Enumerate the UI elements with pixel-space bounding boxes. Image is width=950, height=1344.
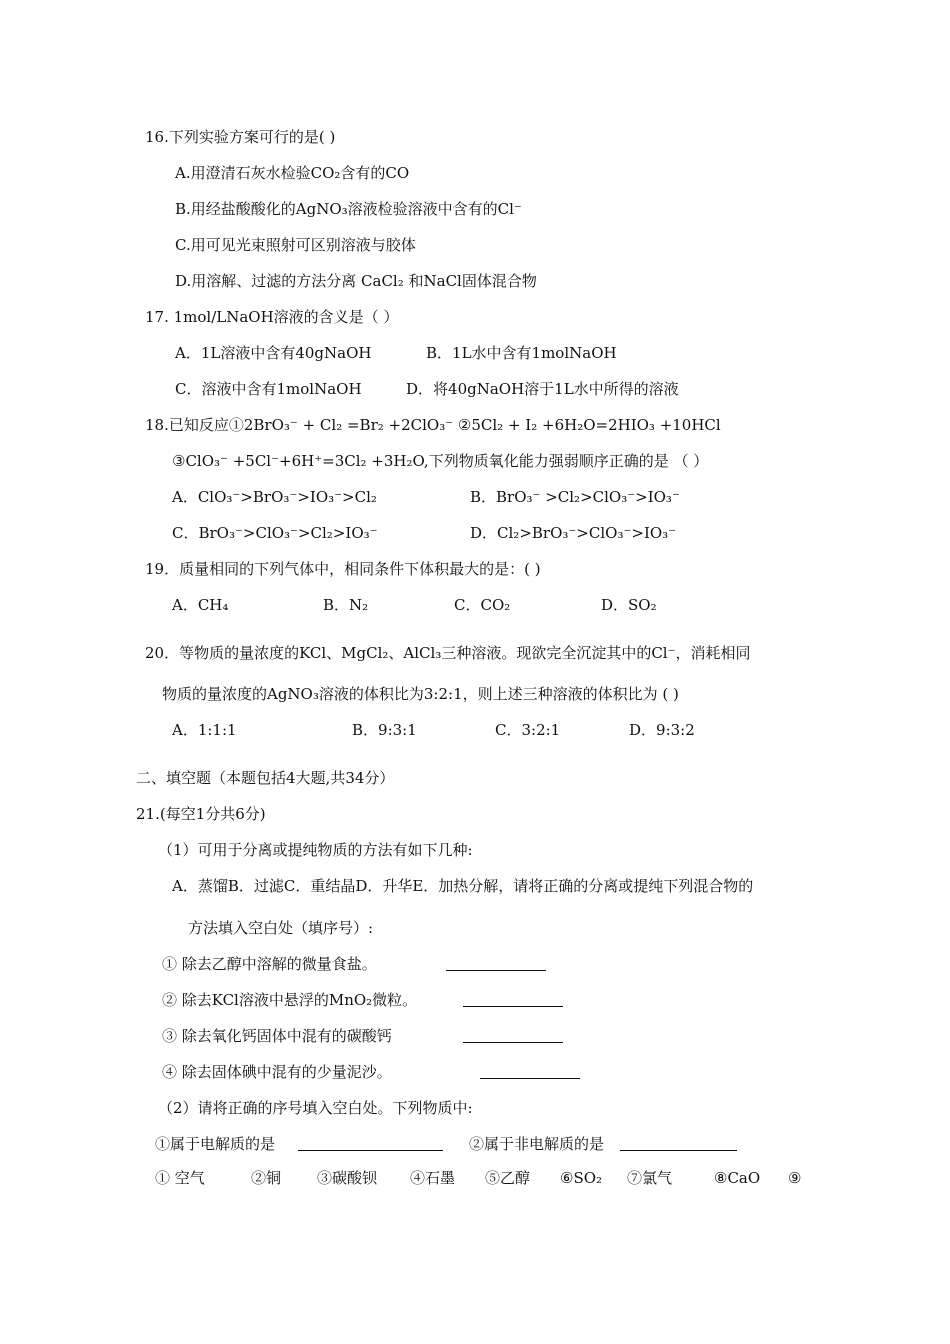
q20-stem-line1: 20．等物质的量浓度的KCl、MgCl₂、AlCl₃三种溶液。现欲完全沉淀其中的Cl⁻，消耗相同 bbox=[145, 644, 751, 662]
q21-item-2 bbox=[162, 990, 417, 1010]
q21-item-2-text: ② 除去KCl溶液中悬浮的MnO₂微粒。 bbox=[162, 991, 418, 1009]
q16-option-a: A.用澄清石灰水检验CO₂含有的CO bbox=[175, 164, 410, 182]
q18-option-d: D．Cl₂>BrO₃⁻>ClO₃⁻>IO₃⁻ bbox=[470, 524, 677, 542]
q21-item-1-answer-blank[interactable] bbox=[446, 954, 546, 971]
q21-heading: 21.(每空1分共6分) bbox=[136, 805, 266, 823]
q21-part2-electrolyte: ①属于电解质的是 bbox=[155, 1135, 276, 1153]
q20-option-d: D．9:3:2 bbox=[629, 721, 695, 739]
nonelectrolyte-answer-blank[interactable] bbox=[620, 1134, 737, 1151]
substance-item-7: ⑦氯气 bbox=[627, 1169, 673, 1187]
q17-option-b: B．1L水中含有1molNaOH bbox=[426, 344, 617, 362]
q21-item-3-text: ③ 除去氧化钙固体中混有的碳酸钙 bbox=[162, 1027, 392, 1045]
q21-item-4 bbox=[162, 1062, 392, 1082]
q19-stem: 19．质量相同的下列气体中，相同条件下体积最大的是：( ) bbox=[145, 560, 541, 578]
substance-item-4: ④石墨 bbox=[410, 1169, 456, 1187]
q18-stem-line1: 18.已知反应①2BrO₃⁻ + Cl₂ =Br₂ +2ClO₃⁻ ②5Cl₂ + I₂ +6H₂O=2HIO₃ +10HCl bbox=[145, 416, 721, 434]
q21-part2-nonelectrolyte: ②属于非电解质的是 bbox=[469, 1135, 605, 1153]
q21-item-1-text: ① 除去乙醇中溶解的微量食盐。 bbox=[162, 955, 377, 973]
q17-option-a: A．1L溶液中含有40gNaOH bbox=[175, 344, 372, 362]
q21-item-3-answer-blank[interactable] bbox=[463, 1026, 563, 1043]
q18-stem-line2: ③ClO₃⁻ +5Cl⁻+6H⁺=3Cl₂ +3H₂O,下列物质氧化能力强弱顺序正确的是 （ ） bbox=[172, 452, 709, 470]
q16-option-d: D.用溶解、过滤的方法分离 CaCl₂ 和NaCl固体混合物 bbox=[175, 272, 537, 290]
q19-option-c: C．CO₂ bbox=[454, 596, 511, 614]
q17-option-d: D．将40gNaOH溶于1L水中所得的溶液 bbox=[406, 380, 679, 398]
substance-item-2: ②铜 bbox=[251, 1169, 282, 1187]
q19-option-b: B．N₂ bbox=[323, 596, 369, 614]
substance-item-8: ⑧CaO bbox=[714, 1169, 761, 1187]
substance-item-5: ⑤乙醇 bbox=[485, 1169, 531, 1187]
q20-option-a: A．1:1:1 bbox=[172, 721, 237, 739]
substance-item-6: ⑥SO₂ bbox=[560, 1169, 603, 1187]
q16-stem: 16.下列实验方案可行的是( ) bbox=[145, 128, 336, 146]
q21-item-4-text: ④ 除去固体碘中混有的少量泥沙。 bbox=[162, 1063, 392, 1081]
q21-part1-methods: A．蒸馏B．过滤C．重结晶D．升华E．加热分解，请将正确的分离或提纯下列混合物的 bbox=[172, 877, 754, 895]
q19-option-d: D．SO₂ bbox=[601, 596, 657, 614]
q21-item-1 bbox=[162, 954, 377, 974]
q16-option-c: C.用可见光束照射可区别溶液与胶体 bbox=[175, 236, 416, 254]
q21-item-4-answer-blank[interactable] bbox=[480, 1062, 580, 1079]
q18-option-c: C．BrO₃⁻>ClO₃⁻>Cl₂>IO₃⁻ bbox=[172, 524, 378, 542]
substance-item-9: ⑨ bbox=[788, 1169, 802, 1187]
q20-option-b: B．9:3:1 bbox=[352, 721, 417, 739]
q18-option-b: B．BrO₃⁻ >Cl₂>ClO₃⁻>IO₃⁻ bbox=[470, 488, 680, 506]
q21-part1-intro: （1）可用于分离或提纯物质的方法有如下几种: bbox=[158, 841, 473, 859]
q21-item-3 bbox=[162, 1026, 392, 1046]
q21-item-2-answer-blank[interactable] bbox=[463, 990, 563, 1007]
section-heading: 二、填空题（本题包括4大题,共34分） bbox=[136, 769, 395, 787]
q17-stem: 17. 1mol/LNaOH溶液的含义是（ ） bbox=[145, 308, 399, 326]
q16-option-b: B.用经盐酸酸化的AgNO₃溶液检验溶液中含有的Cl⁻ bbox=[175, 200, 522, 218]
q21-part2-intro: （2）请将正确的序号填入空白处。下列物质中: bbox=[158, 1099, 473, 1117]
q19-option-a: A．CH₄ bbox=[172, 596, 229, 614]
q18-option-a: A．ClO₃⁻>BrO₃⁻>IO₃⁻>Cl₂ bbox=[172, 488, 377, 506]
q21-part1-instruction: 方法填入空白处（填序号）: bbox=[188, 919, 374, 937]
q20-option-c: C．3:2:1 bbox=[495, 721, 561, 739]
q17-option-c: C．溶液中含有1molNaOH bbox=[175, 380, 362, 398]
electrolyte-answer-blank[interactable] bbox=[298, 1134, 443, 1151]
substance-item-1: ① 空气 bbox=[155, 1169, 205, 1187]
substance-item-3: ③碳酸钡 bbox=[317, 1169, 378, 1187]
q20-stem-line2: 物质的量浓度的AgNO₃溶液的体积比为3:2:1，则上述三种溶液的体积比为 ( ) bbox=[162, 685, 679, 703]
